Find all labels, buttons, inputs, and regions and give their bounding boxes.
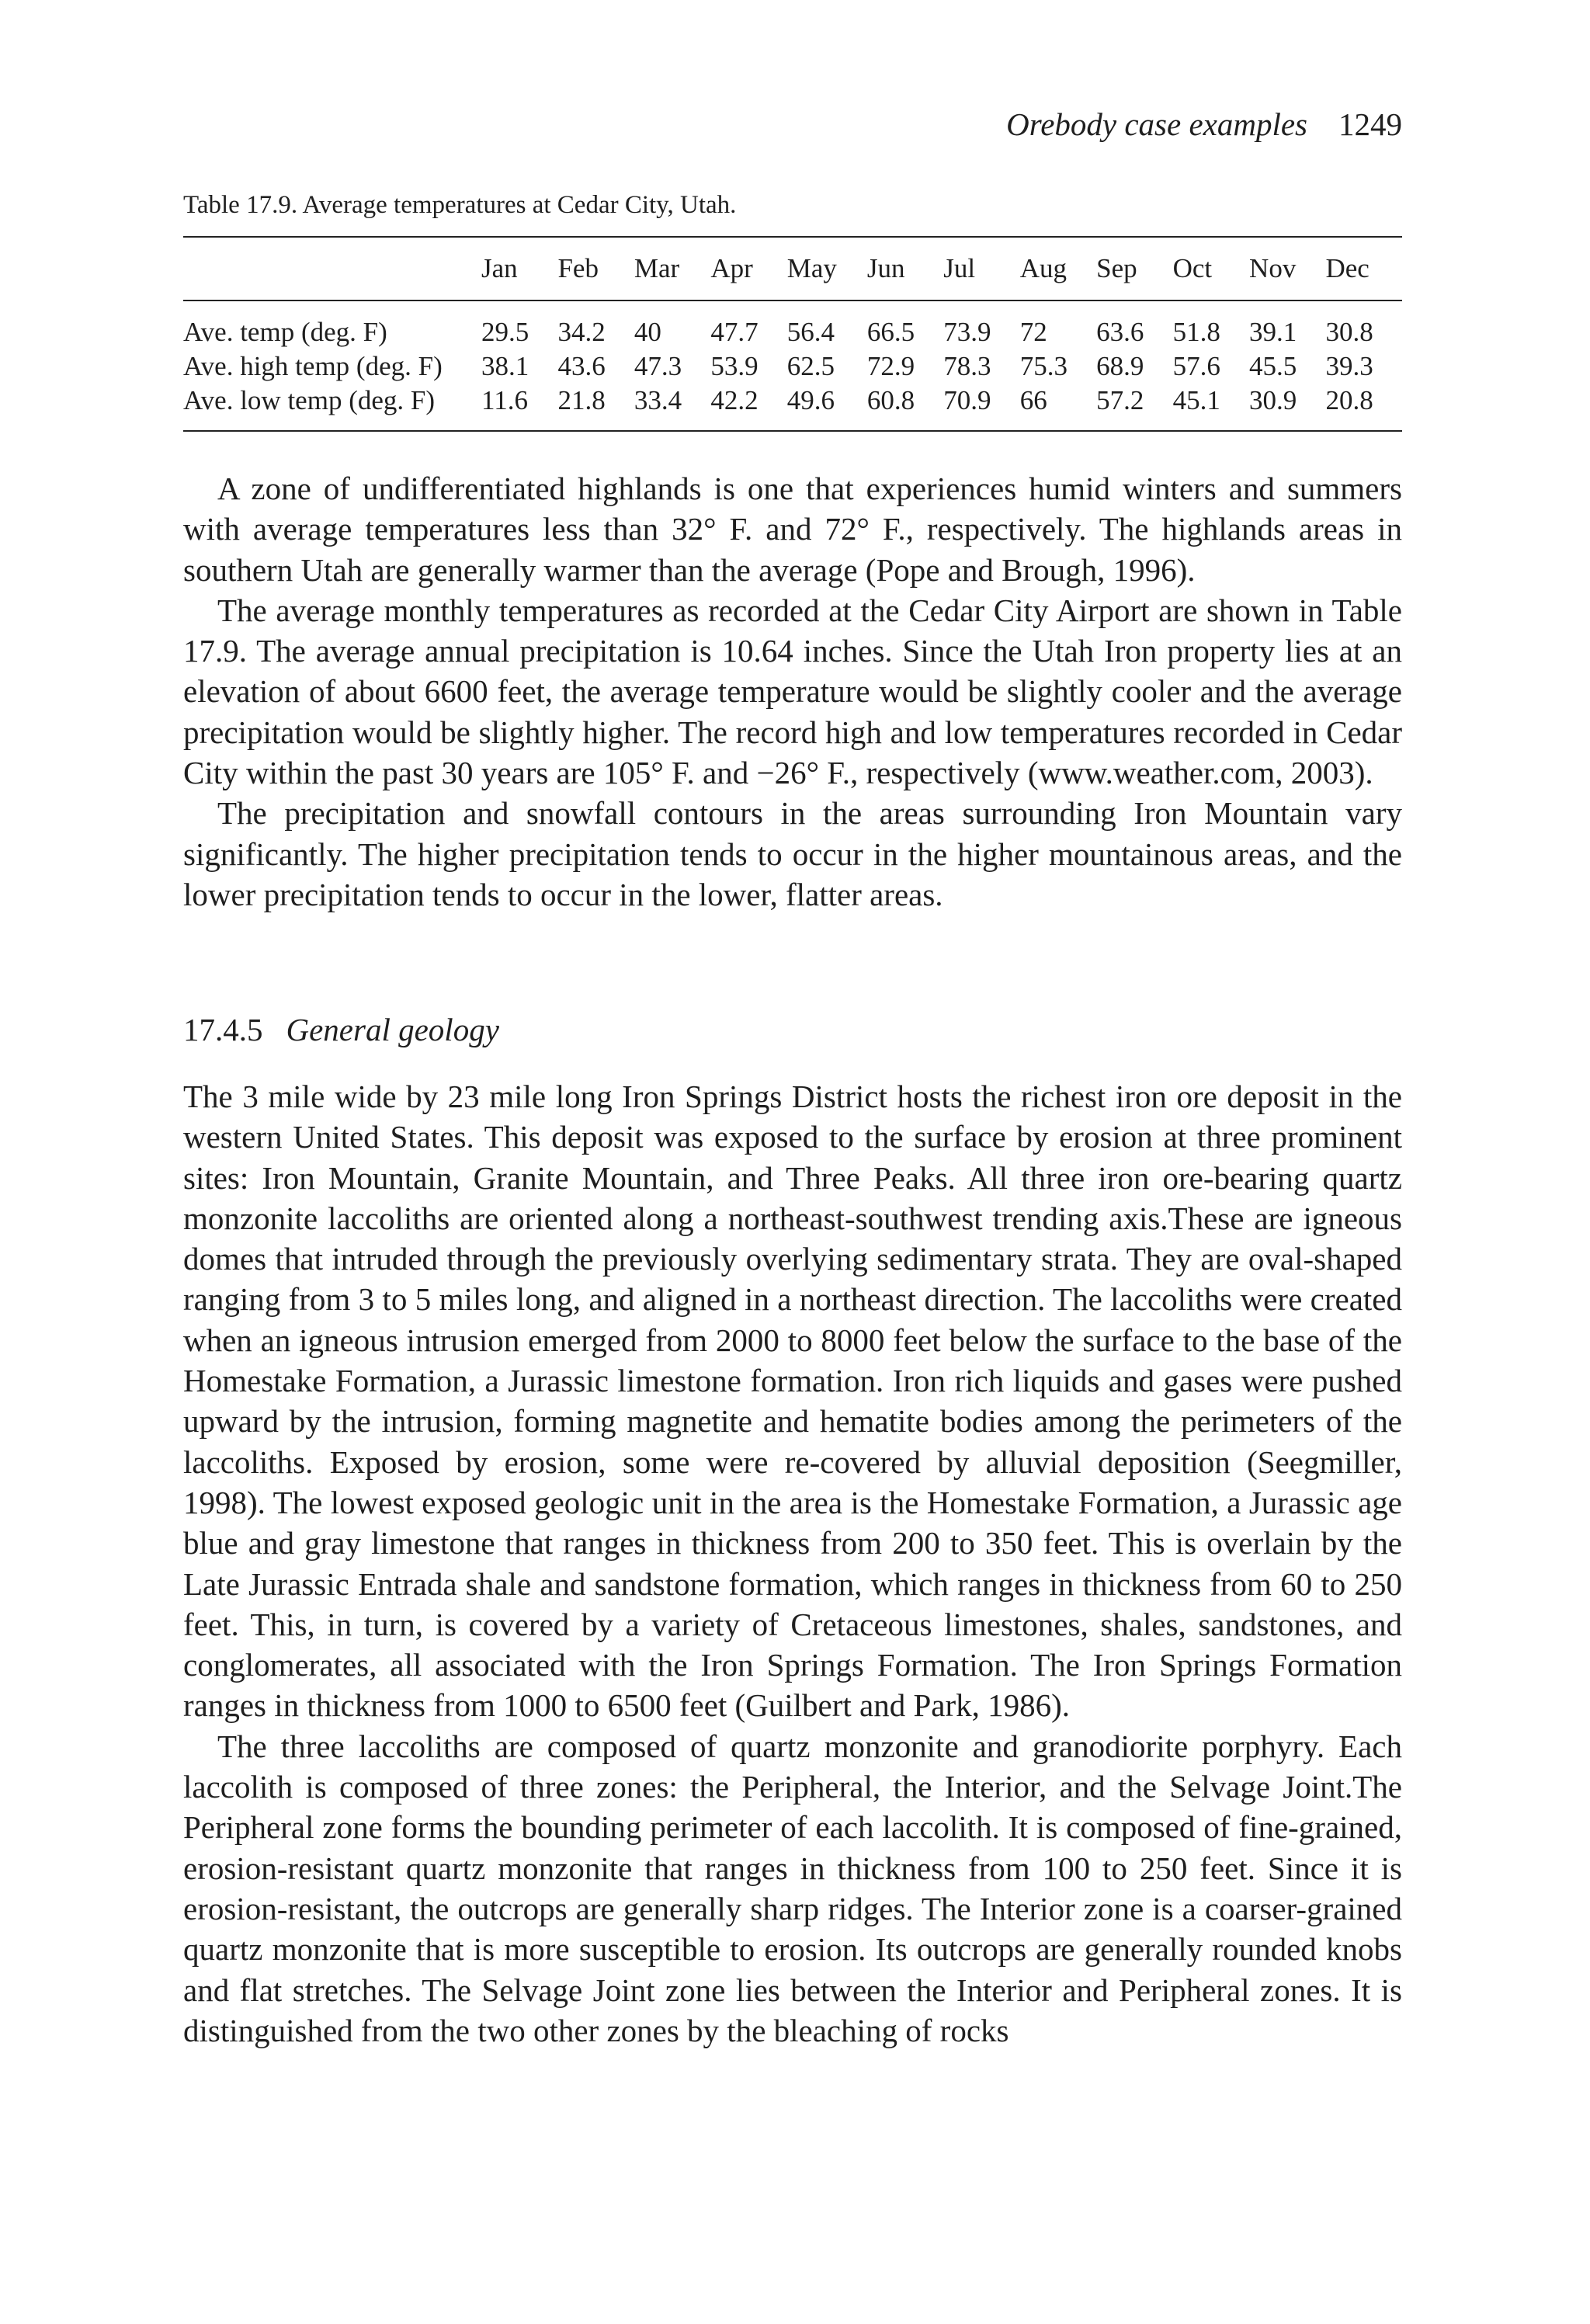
paragraph: The three laccoliths are composed of quartz monzonite and granodiorite porphyry. Each laccolith is composed of three zones: the Peripheral, the Interior, and the Selvage Joint.The Peripheral zone forms the bounding perimeter of each laccolith. It is composed of fine-grained, erosion-resistant quartz monzonite that ranges in thickness from 100 to 250 feet. Since it is erosion-resistant, the outcrops are generally sharp ridges. The Interior zone is a coarser-grained quartz monzonite that is more susceptible to erosion. Its outcrops are generally rounded knobs and flat stretches. The Selvage Joint zone lies between the Interior and Peripheral zones. It is distinguished from the two other zones by the bleaching of rocks [183,1728,1402,2048]
table-header-cell: Feb [557,253,599,283]
temperature-table [183,236,1402,432]
table-cell: 66 [1019,385,1047,415]
table-row [183,300,1402,349]
running-head-title: Orebody case examples [1006,106,1307,142]
table-cell: 38.1 [481,351,529,381]
table-caption: Table 17.9. Average temperatures at Cedar City, Utah. [183,191,737,219]
table-header-cell: Aug [1019,253,1068,283]
table-cell: 73.9 [943,317,991,347]
section-title: General geology [286,1012,499,1047]
table-row-label: Ave. temp (deg. F) [183,317,387,347]
table-header-cell [183,237,481,300]
section-heading [183,1009,499,1050]
table-cell: 72 [1019,317,1047,347]
table-cell: 63.6 [1096,317,1144,347]
table-cell: 57.2 [1096,385,1144,415]
table-header-cell: Nov [1249,253,1297,283]
table-row-label: Ave. low temp (deg. F) [183,385,436,415]
table-cell: 30.9 [1249,385,1297,415]
table-cell: 33.4 [634,385,682,415]
table-header-cell: Dec [1325,253,1370,283]
table-header-cell: May [786,253,837,283]
table-cell: 29.5 [481,317,529,347]
paragraph: The precipitation and snowfall contours in the areas surrounding Iron Mountain vary significantly. The higher precipitation tends to occur in the higher mountainous areas, and the lower precipitation tends to occur in the lower, flatter areas. [183,795,1402,912]
table-cell: 45.5 [1249,351,1297,381]
table-cell: 60.8 [866,385,915,415]
table-cell: 47.3 [634,351,682,381]
table-cell: 72.9 [866,351,915,381]
table-header-cell: Jul [943,253,976,283]
table-cell: 70.9 [943,385,991,415]
table-cell: 45.1 [1172,385,1220,415]
page-number: 1249 [1338,106,1402,142]
body-text-bottom [183,1076,1402,2051]
table-cell: 40 [634,317,661,347]
running-head [183,104,1402,144]
table-cell: 62.5 [786,351,835,381]
table-cell: 57.6 [1172,351,1220,381]
table-cell: 51.8 [1172,317,1220,347]
paragraph: The 3 mile wide by 23 mile long Iron Springs District hosts the richest iron ore deposit in the western United States. This deposit was exposed to the surface by erosion at three prominent sites: Iron Mountain, Granite Mountain, and Three Peaks. All three iron ore-bearing quartz monzonite laccoliths are oriented along a northeast-southwest trending axis.These are igneous domes that intruded through the previously overlying sedimentary strata. They are oval-shaped ranging from 3 to 5 miles long, and aligned in a northeast direction. The laccoliths were created when an igneous intrusion emerged from 2000 to 8000 feet below the surface to the base of the Homestake Formation, a Jurassic limestone formation. Iron rich liquids and gases were pushed upward by the intrusion, forming magnetite and hematite bodies among the perimeters of the laccoliths. Exposed by erosion, some were re-covered by alluvial deposition (Seegmiller, 1998). The lowest exposed geologic unit in the area is the Homestake Formation, a Jurassic age blue and gray limestone that ranges in thickness from 200 to 350 feet. This is overlain by the Late Jurassic Entrada shale and sandstone formation, which ranges in thickness from 60 to 250 feet. This, in turn, is covered by a variety of Cretaceous limestones, shales, sandstones, and conglomerates, all associated with the Iron Springs Formation. The Iron Springs Formation ranges in thickness from 1000 to 6500 feet (Guilbert and Park, 1986). [183,1079,1402,1724]
table-header-cell: Oct [1172,253,1213,283]
table-cell: 78.3 [943,351,991,381]
table-row-label: Ave. high temp (deg. F) [183,351,443,381]
table-cell: 11.6 [481,385,528,415]
table-cell: 68.9 [1096,351,1144,381]
table-row [183,349,1402,384]
table-header-row [183,237,1402,300]
section-number: 17.4.5 [183,1012,263,1047]
table-cell: 53.9 [710,351,759,381]
table-cell: 34.2 [557,317,606,347]
table-header-cell: Sep [1096,253,1137,283]
table-cell: 56.4 [786,317,835,347]
table-header-cell: Mar [634,253,680,283]
table-header-cell: Jan [481,253,518,283]
paragraph: A zone of undifferentiated highlands is one that experiences humid winters and summers with average temperatures less than 32° F. and 72° F., respectively. The highlands areas in southern Utah are generally warmer than the average (Pope and Brough, 1996). [183,471,1402,588]
table-cell: 49.6 [786,385,835,415]
table-header-cell: Apr [710,253,753,283]
table-cell: 75.3 [1019,351,1068,381]
table-cell: 42.2 [710,385,759,415]
table-cell: 66.5 [866,317,915,347]
table-cell: 39.1 [1249,317,1297,347]
table-cell: 20.8 [1325,385,1373,415]
table-cell: 39.3 [1325,351,1373,381]
table-row [183,384,1402,431]
paragraph: The average monthly temperatures as recorded at the Cedar City Airport are shown in Table 17.9. The average annual precipitation is 10.64 inches. Since the Utah Iron property lies at an elevation of about 6600 feet, the average temperature would be slightly cooler and the average precipitation would be slightly higher. The record high and low temperatures recorded in Cedar City within the past 30 years are 105° F. and −26° F., respectively (www.weather.com, 2003). [183,592,1402,791]
table-cell: 21.8 [557,385,606,415]
table-cell: 30.8 [1325,317,1373,347]
body-text-top [183,468,1402,915]
table-cell: 43.6 [557,351,606,381]
table-cell: 47.7 [710,317,759,347]
table-header-cell: Jun [866,253,905,283]
